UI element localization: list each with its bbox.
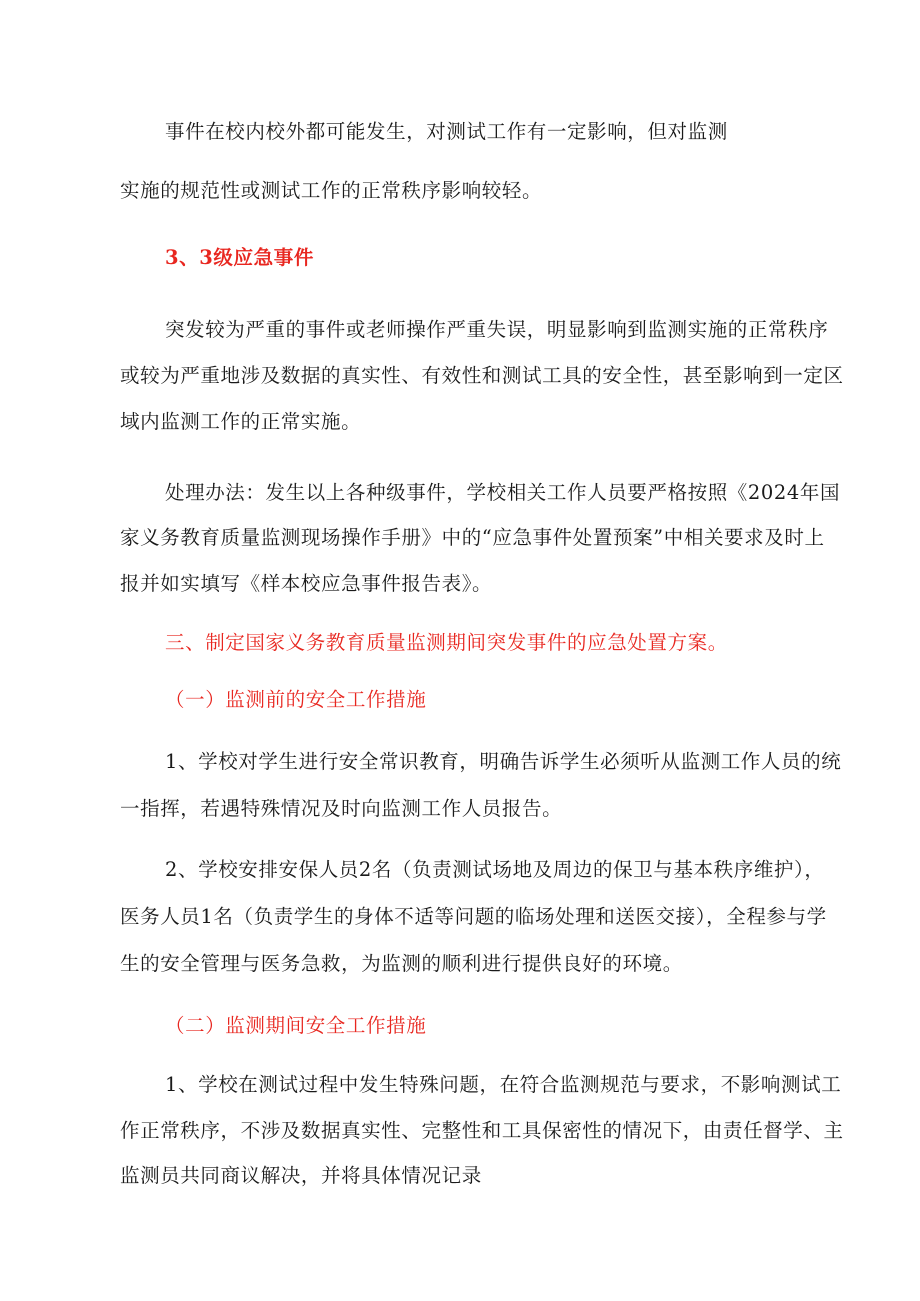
subsection-2-heading: （二）监测期间安全工作措施 xyxy=(165,1014,427,1037)
paragraph-line: 域内监测工作的正常实施。 xyxy=(120,410,362,433)
paragraph-line: 一指挥，若遇特殊情况及时向监测工作人员报告。 xyxy=(120,797,563,820)
subsection-1-heading: （一）监测前的安全工作措施 xyxy=(165,688,427,711)
paragraph-line: 生的安全管理与医务急救，为监测的顺利进行提供良好的环境。 xyxy=(120,952,683,975)
paragraph-line: 医务人员1名（负责学生的身体不适等问题的临场处理和送医交接），全程参与学 xyxy=(120,905,827,928)
paragraph-line: 实施的规范性或测试工作的正常秩序影响较轻。 xyxy=(120,179,543,202)
paragraph-line: 2、学校安排安保人员2名（负责测试场地及周边的保卫与基本秩序维护）， xyxy=(165,858,825,881)
level3-heading: 3、3级应急事件 xyxy=(165,246,314,269)
paragraph-line: 处理办法：发生以上各种级事件，学校相关工作人员要严格按照《2024年国 xyxy=(165,481,841,504)
section-3-heading: 三、制定国家义务教育质量监测期间突发事件的应急处置方案。 xyxy=(165,631,728,654)
paragraph-line: 或较为严重地涉及数据的真实性、有效性和测试工具的安全性，甚至影响到一定区 xyxy=(120,364,844,387)
paragraph-line: 突发较为严重的事件或老师操作严重失误，明显影响到监测实施的正常秩序 xyxy=(165,318,829,341)
paragraph-line: 家义务教育质量监测现场操作手册》中的“应急事件处置预案”中相关要求及时上 xyxy=(120,526,825,549)
paragraph-line: 1、学校在测试过程中发生特殊问题，在符合监测规范与要求，不影响测试工 xyxy=(165,1073,842,1096)
paragraph-line: 报并如实填写《样本校应急事件报告表》。 xyxy=(120,572,493,595)
paragraph-line: 作正常秩序，不涉及数据真实性、完整性和工具保密性的情况下，由责任督学、主 xyxy=(120,1119,844,1142)
paragraph-line: 1、学校对学生进行安全常识教育，明确告诉学生必须听从监测工作人员的统 xyxy=(165,750,842,773)
paragraph-line: 事件在校内校外都可能发生，对测试工作有一定影响，但对监测 xyxy=(165,120,728,143)
paragraph-line: 监测员共同商议解决，并将具体情况记录 xyxy=(120,1164,482,1187)
